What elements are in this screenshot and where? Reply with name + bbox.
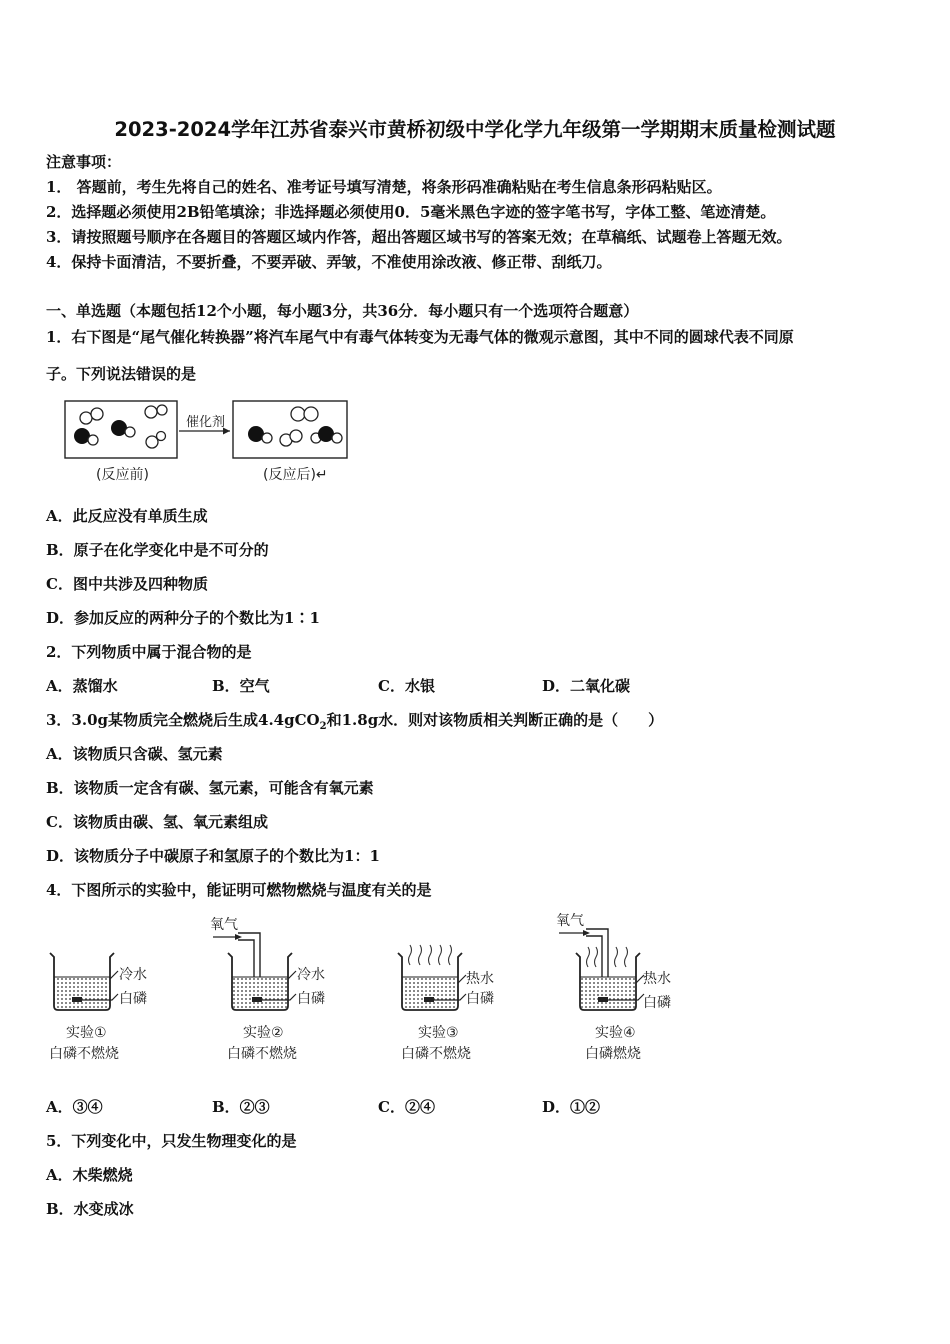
q4-option-d: D．①② [542, 1098, 601, 1116]
q4-stem: 4．下图所示的实验中，能证明可燃物燃烧与温度有关的是 [46, 881, 432, 899]
q5-option-a: A．木柴燃烧 [46, 1166, 133, 1184]
page-title: 2023-2024学年江苏省泰兴市黄桥初级中学化学九年级第一学期期末质量检测试题 [114, 118, 836, 141]
q1-option-a: A．此反应没有单质生成 [46, 507, 208, 525]
q2-option-d: D．二氧化碳 [542, 677, 631, 695]
q3-option-b: B．该物质一定含有碳、氢元素，可能含有氧元素 [46, 779, 374, 797]
q3-option-d: D．该物质分子中碳原子和氢原子的个数比为1：1 [46, 847, 380, 865]
catalyst-label: 催化剂 [186, 415, 226, 430]
q4-option-a: A．③④ [46, 1098, 103, 1116]
q2-stem: 2．下列物质中属于混合物的是 [46, 643, 252, 661]
section-heading: 一、单选题（本题包括12个小题，每小题3分，共36分．每小题只有一个选项符合题意） [46, 302, 639, 320]
experiment-figure [0, 905, 950, 1065]
exp4-water: 热水 [643, 971, 671, 987]
q2-option-a: A．蒸馏水 [46, 677, 118, 695]
q3-stem-part2: 和1.8g水．则对该物质相关判断正确的是（ ） [326, 711, 664, 729]
q1-stem-line2: 子。下列说法错误的是 [46, 365, 197, 383]
q5-stem: 5．下列变化中，只发生物理变化的是 [46, 1132, 297, 1150]
experiment-3 [398, 945, 494, 1062]
notice-item-3: 3．请按照题号顺序在各题目的答题区域内作答，超出答题区域书写的答案无效；在草稿纸、试题卷上答题无效。 [46, 228, 792, 246]
notice-item-4: 4．保持卡面清洁，不要折叠，不要弄破、弄皱，不准使用涂改液、修正带、刮纸刀。 [46, 253, 612, 271]
exp4-name: 实验④ [595, 1025, 636, 1041]
exp4-gas: 氧气 [556, 913, 584, 929]
q1-option-d: D．参加反应的两种分子的个数比为1∶1 [46, 609, 320, 627]
q3-stem [46, 711, 663, 736]
exp4-result: 白磷燃烧 [585, 1046, 641, 1062]
q3-option-a: A．该物质只含碳、氢元素 [46, 745, 223, 763]
q3-stem-part1: 3．3.0g某物质完全燃烧后生成4.4gCO [46, 711, 320, 729]
exp1-result: 白磷不燃烧 [49, 1046, 119, 1062]
exp2-gas: 氧气 [210, 917, 238, 933]
q4-option-b: B．②③ [212, 1098, 270, 1116]
exp3-name: 实验③ [418, 1025, 459, 1041]
exp2-phos: 白磷 [297, 991, 325, 1007]
q3-stem-subscript: 2 [319, 721, 327, 732]
exp3-result: 白磷不燃烧 [401, 1046, 471, 1062]
experiment-4 [556, 913, 671, 1062]
before-caption: (反应前) [96, 467, 149, 483]
exp2-water: 冷水 [297, 967, 325, 983]
q5-option-b: B．水变成冰 [46, 1200, 134, 1218]
q2-option-b: B．空气 [212, 677, 270, 695]
q2-option-c: C．水银 [378, 677, 435, 695]
exp4-phos: 白磷 [643, 995, 671, 1011]
exp2-name: 实验② [243, 1025, 284, 1041]
exp1-name: 实验① [66, 1025, 107, 1041]
notice-item-1: 1． 答题前，考生先将自己的姓名、准考证号填写清楚，将条形码准确粘贴在考生信息条形码粘贴区。 [46, 178, 722, 196]
after-caption: (反应后)↵ [263, 467, 328, 483]
q1-option-b: B．原子在化学变化中是不可分的 [46, 541, 269, 559]
experiment-2 [210, 917, 325, 1062]
q1-stem-line1: 1．右下图是“尾气催化转换器”将汽车尾气中有毒气体转变为无毒气体的微观示意图，其中不同的圆球代表不同原 [46, 328, 794, 346]
exp1-water: 冷水 [119, 967, 147, 983]
exp2-result: 白磷不燃烧 [227, 1046, 297, 1062]
exp3-phos: 白磷 [466, 991, 494, 1007]
experiment-1 [49, 953, 147, 1062]
notice-heading: 注意事项： [46, 153, 122, 171]
q1-reaction-diagram [60, 398, 355, 488]
exp1-phos: 白磷 [119, 991, 147, 1007]
exp3-water: 热水 [466, 971, 494, 987]
q1-option-c: C．图中共涉及四种物质 [46, 575, 208, 593]
q3-option-c: C．该物质由碳、氢、氧元素组成 [46, 813, 268, 831]
notice-item-2: 2．选择题必须使用2B铅笔填涂；非选择题必须使用0．5毫米黑色字迹的签字笔书写，字体工整、笔迹清楚。 [46, 203, 776, 221]
q4-option-c: C．②④ [378, 1098, 435, 1116]
